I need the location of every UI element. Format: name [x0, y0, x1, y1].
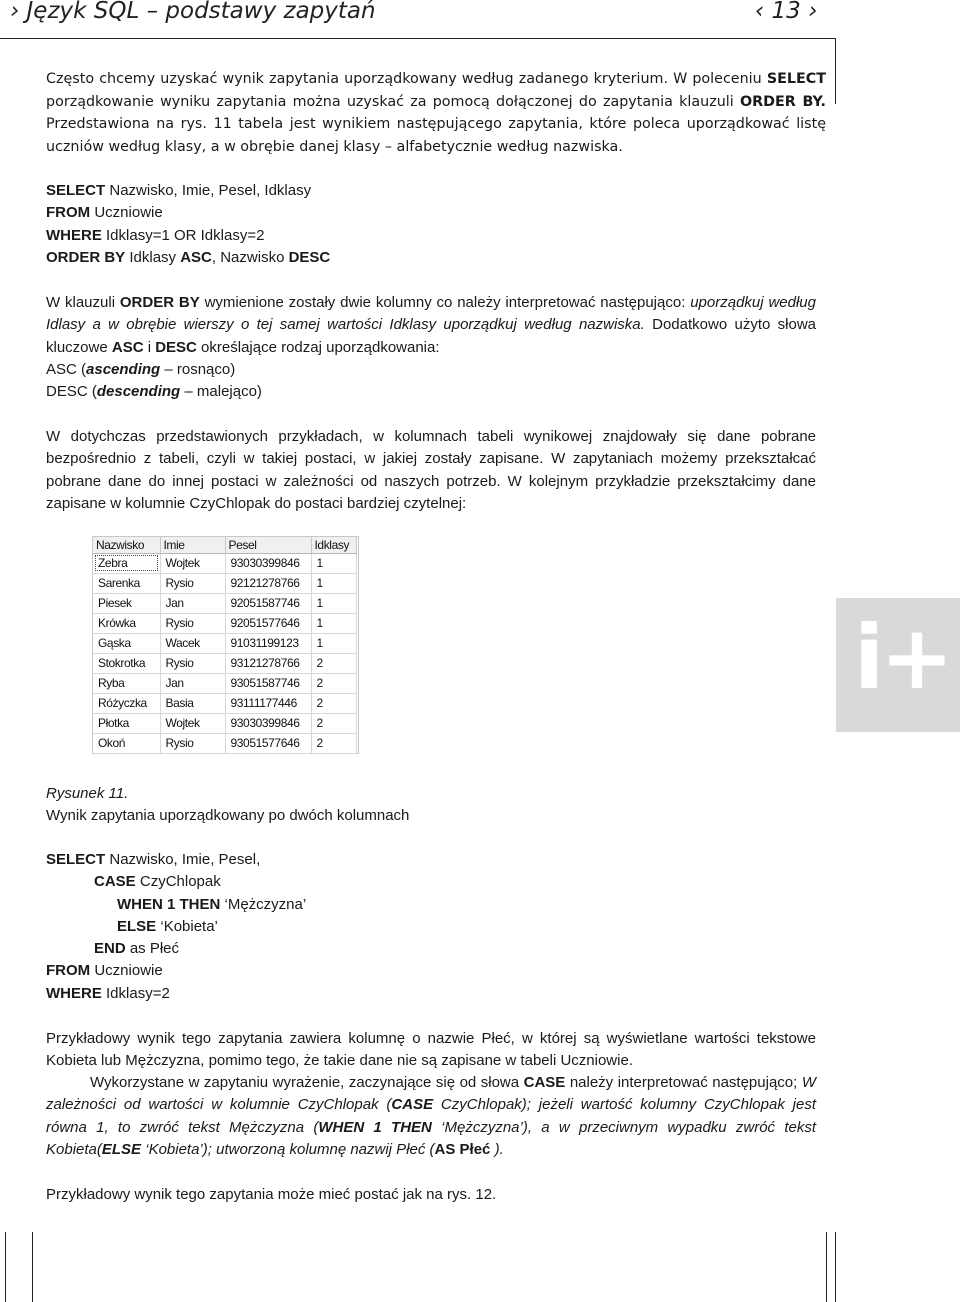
- margin-rule: [835, 38, 836, 104]
- case-explanation: Wykorzystane w zapytaniu wyrażenie, zaczynające się od słowa CASE należy interpretować następująco; W zależności od wartości w kolumnie CzyChlopak (CASE CzyChlopak); jeżeli wartość kolumny CzyChlopak jest równa 1, to zwróć tekst Mężczyzna (WHEN 1 THEN ‘Mężczyzna’), a w przeciwnym wypadku zwróć tekst Kobieta(ELSE ‘Kobieta’); utworzoną kolumnę nazwij Płeć (AS Płeć ).: [46, 1074, 817, 1158]
- table-row: Ryba Jan 93051587746 2: [93, 673, 356, 693]
- crop-mark: [5, 1232, 6, 1302]
- result-table: [93, 537, 357, 754]
- figure-caption: [46, 783, 409, 828]
- code-line: SELECT Nazwisko, Imie, Pesel, Idklasy: [46, 182, 312, 199]
- table-header-row: [93, 537, 356, 553]
- code-line: WHEN 1 THEN ‘Mężczyzna’: [117, 895, 307, 913]
- table-row: Krówka Rysio 92051577646 1: [93, 613, 356, 633]
- code-line: ORDER BY Idklasy ASC, Nazwisko DESC: [46, 248, 331, 266]
- column-header: Nazwisko: [93, 537, 160, 553]
- column-header: Pesel: [225, 537, 311, 553]
- caption-text: Wynik zapytania uporządkowany po dwóch kolumnach: [46, 807, 410, 825]
- example-paragraph: Przykładowy wynik tego zapytania zawiera kolumnę o nazwie Płeć, w której są wyświetlane wartości tekstowe Kobieta lub Mężczyzna, pomimo tego, że takie dane nie są zapisane w tabeli Uczniowie.: [46, 1030, 816, 1070]
- code-line: FROM Uczniowie: [46, 962, 163, 980]
- crop-mark: [32, 1232, 33, 1302]
- table-row: Piesek Jan 92051587746 1: [93, 593, 356, 613]
- transform-paragraph: W dotychczas przedstawionych przykładach, w kolumnach tabeli wynikowej znajdowały się dane pobrane bezpośrednio z tabeli, czyli w takiej postaci, w jakiej zostały zapisane. W zapytaniach możemy przekształcać pobrane dane do innej postaci w zależności od naszych potrzeb. W kolejnym przykładzie przekształcimy dane zapisane w kolumnie CzyChlopak do postaci bardziej czytelnej:: [46, 428, 816, 512]
- crop-mark: [835, 1232, 836, 1302]
- code-line: WHERE Idklasy=1 OR Idklasy=2: [46, 226, 265, 244]
- caption-label: Rysunek 11.: [46, 785, 129, 802]
- asc-definition: ASC (ascending – rosnąco): [46, 360, 236, 378]
- code-line: END as Płeć: [94, 940, 180, 958]
- sql-query-order-by: [46, 180, 330, 269]
- page-number: ‹ 13 ›: [755, 0, 818, 24]
- intro-paragraph: Często chcemy uzyskać wynik zapytania uporządkowany według zadanego kryterium. W poleceniu SELECT porządkowanie wyniku zapytania można uzyskać za pomocą dołączonej do zapytania klauzuli ORDER BY. Przedstawiona na rys. 11 tabela jest wynikiem następującego zapytania, które poleca uporządkować listę uczniów według klasy, a w obrębie danej klasy – alfabetycznie według nazwiska.: [46, 71, 826, 156]
- table-row: Sarenka Rysio 92121278766 1: [93, 573, 356, 593]
- code-line: FROM Uczniowie: [46, 204, 163, 222]
- order-by-explanation: W klauzuli ORDER BY wymienione zostały dwie kolumny co należy interpretować następująco: uporządkuj według Idlasy a w obrębie wierszy o tej samej wartości Idklasy uporządkuj według nazwiska. Dodatkowo użyto słowa kluczowe ASC i DESC określające rodzaj uporządkowania: ASC (ascending – rosnąco) DESC (descending – malejąco): [46, 292, 816, 403]
- table-row: Okoń Rysio 93051577646 2: [93, 733, 356, 753]
- crop-mark: [826, 1232, 827, 1302]
- header-rule: [0, 38, 836, 39]
- table-row: Stokrotka Rysio 93121278766 2: [93, 653, 356, 673]
- table-row: Różyczka Basia 93111177446 2: [93, 693, 356, 713]
- code-line: WHERE Idklasy=2: [46, 984, 170, 1002]
- table-row: Zebra Wojtek 93030399846 1: [93, 553, 356, 573]
- column-header: Idklasy: [311, 537, 356, 553]
- desc-definition: DESC (descending – malejąco): [46, 383, 262, 401]
- result-grid-figure: [92, 536, 359, 754]
- column-header: Imie: [160, 537, 225, 553]
- code-line: SELECT Nazwisko, Imie, Pesel,: [46, 851, 261, 868]
- sql-query-case: [46, 849, 306, 1005]
- side-tab-label: i+: [854, 606, 950, 709]
- running-header-title: › Język SQL – podstawy zapytań: [10, 0, 376, 24]
- table-row: Płotka Wojtek 93030399846 2: [93, 713, 356, 733]
- table-row: Gąska Wacek 91031199123 1: [93, 633, 356, 653]
- final-paragraph: Przykładowy wynik tego zapytania może mieć postać jak na rys. 12.: [46, 1186, 497, 1203]
- side-section-tab: [836, 598, 960, 732]
- code-line: ELSE ‘Kobieta’: [117, 917, 218, 935]
- code-line: CASE CzyChlopak: [94, 873, 221, 891]
